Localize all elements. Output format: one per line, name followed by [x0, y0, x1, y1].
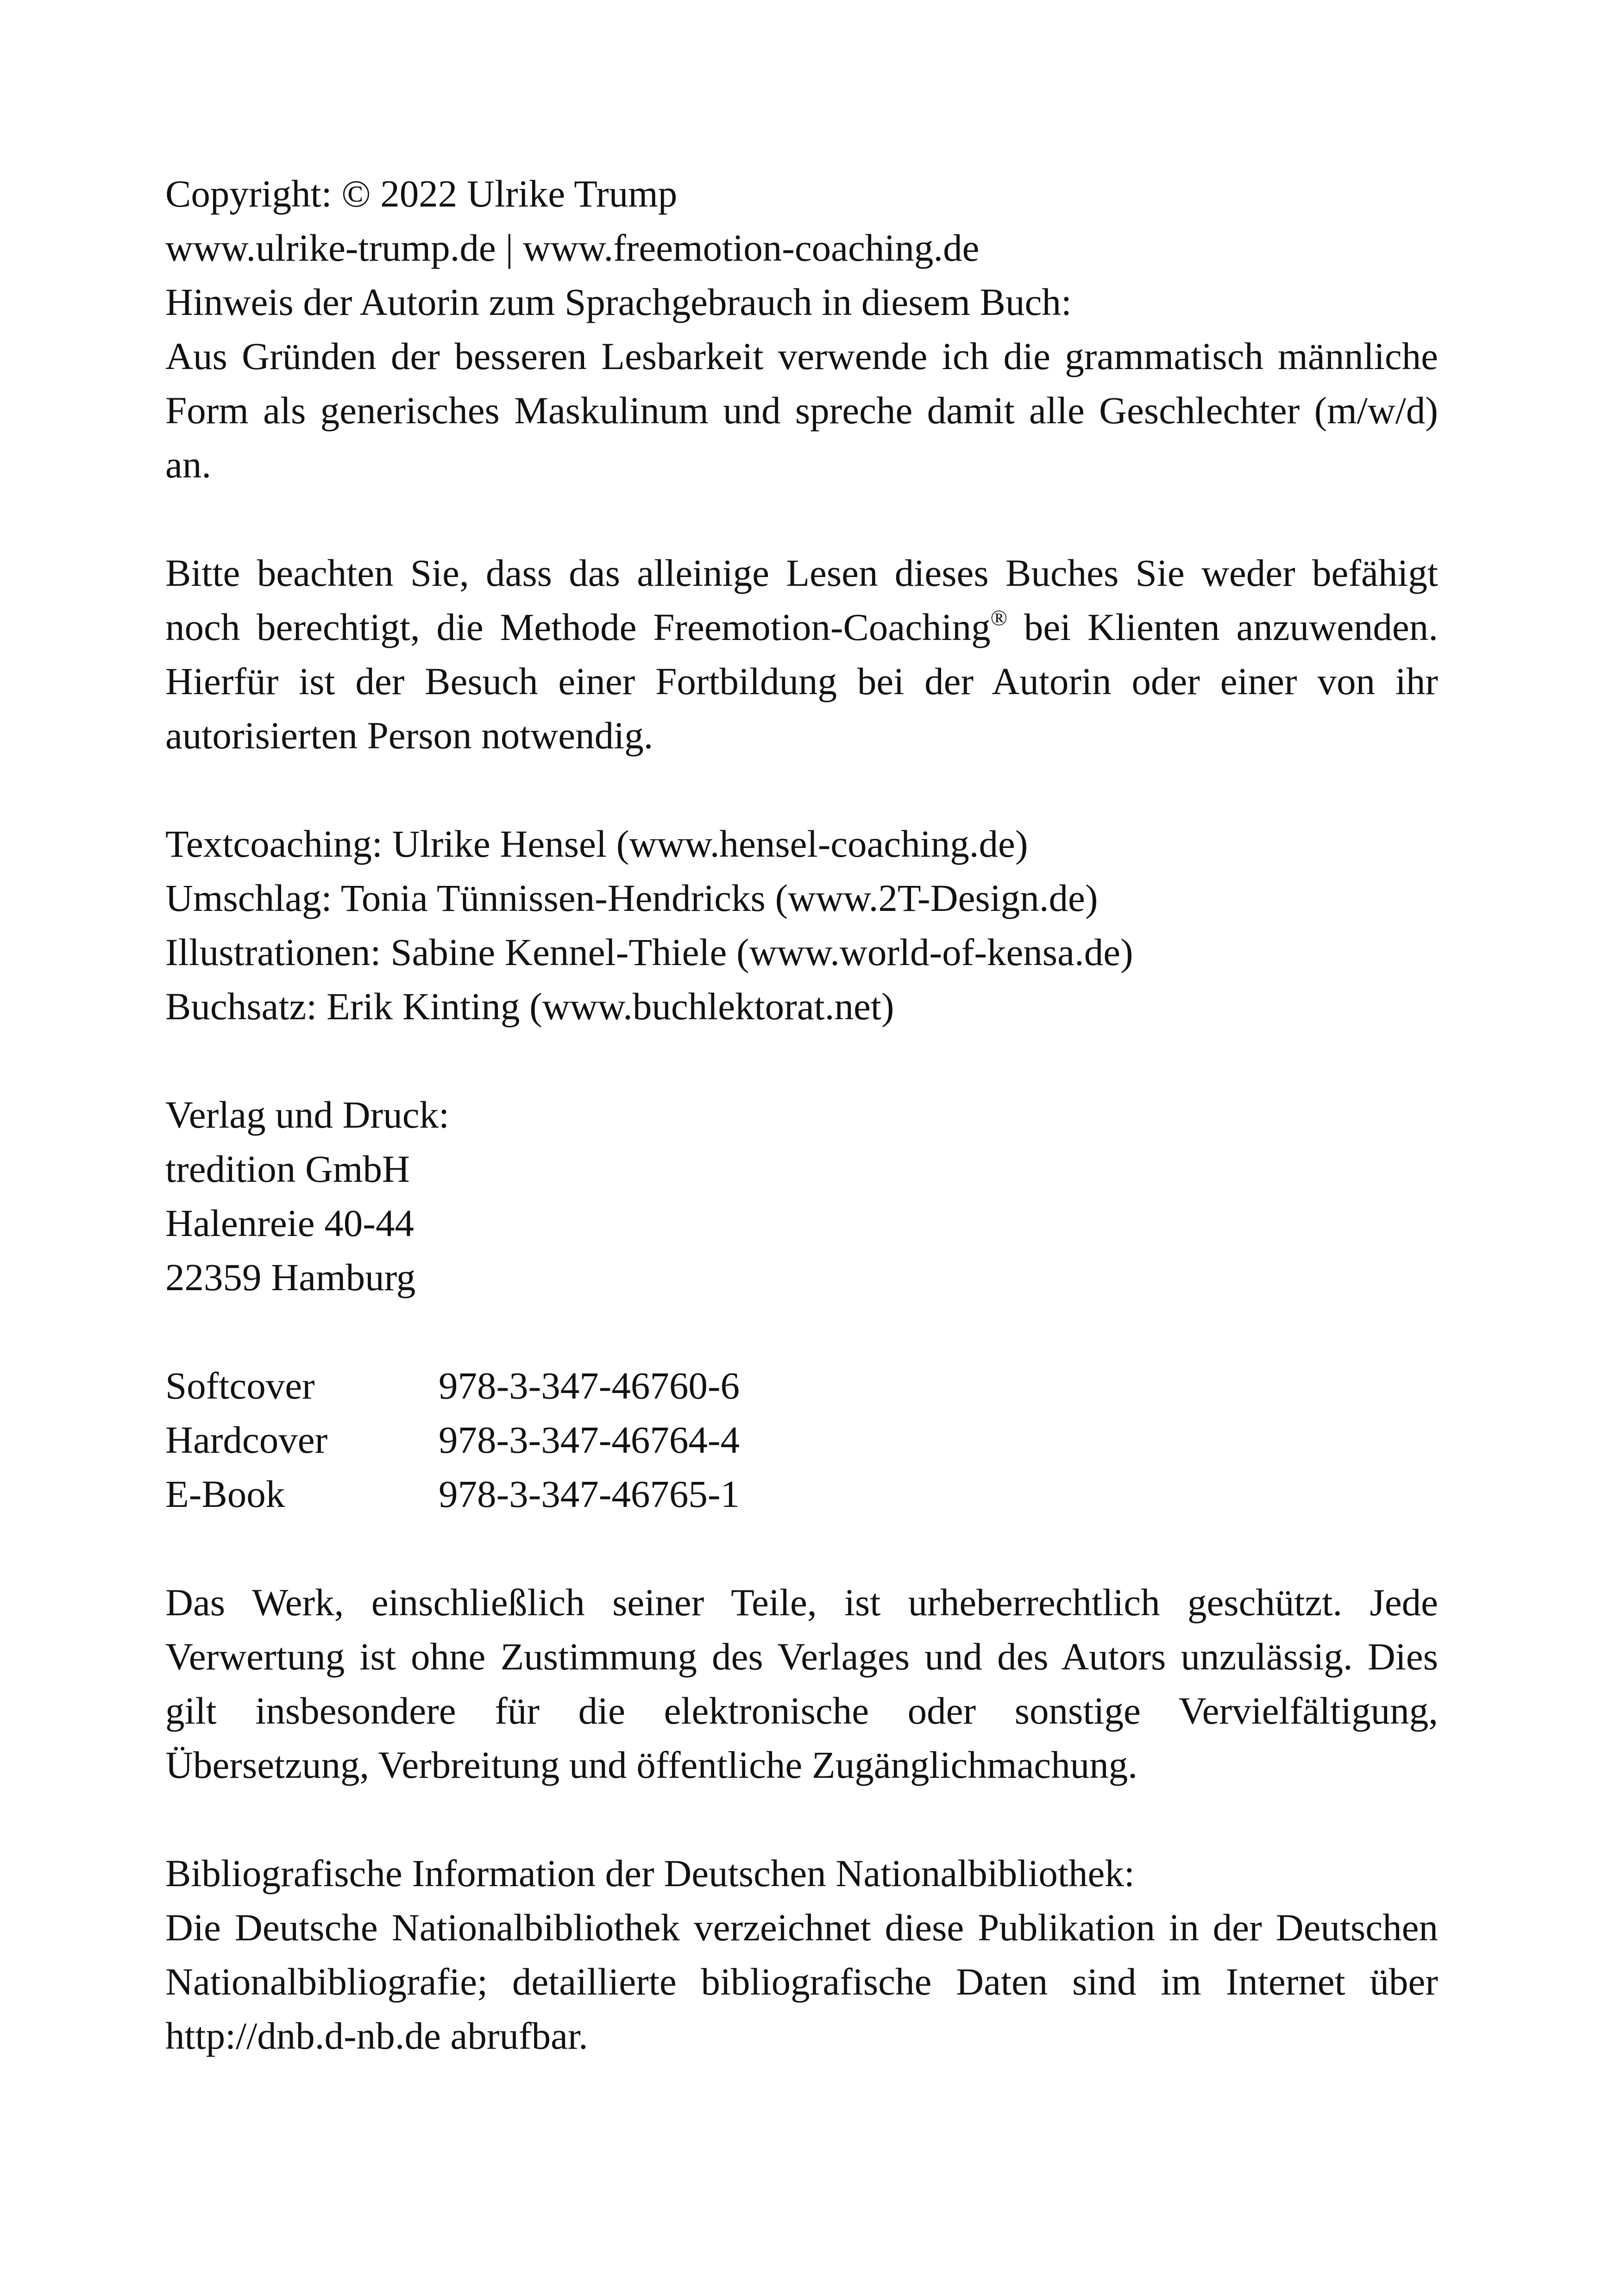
- isbn-format: E-Book: [165, 1473, 285, 1515]
- language-note-text: Aus Gründen der besseren Lesbarkeit verwende ich die grammatisch männliche Form als generisches Maskulinum und spreche damit alle Geschlechter (m/w/d) an.: [165, 335, 1438, 486]
- isbn-number: 978-3-347-46765-1: [439, 1473, 740, 1515]
- publisher-city: 22359 Hamburg: [165, 1256, 416, 1299]
- publisher-heading: Verlag und Druck:: [165, 1093, 450, 1136]
- publisher-name: tredition GmbH: [165, 1148, 410, 1190]
- bibliography-heading: Bibliografische Information der Deutschen Nationalbibliothek:: [165, 1852, 1135, 1895]
- registered-mark: ®: [990, 606, 1008, 630]
- credit-textcoaching: Textcoaching: Ulrike Hensel (www.hensel-coaching.de): [165, 822, 1028, 865]
- credit-illustrations: Illustrationen: Sabine Kennel-Thiele (www.world-of-kensa.de): [165, 931, 1133, 973]
- isbn-row-softcover: [165, 1359, 1438, 1413]
- isbn-row-hardcover: [165, 1413, 1438, 1467]
- website-links: www.ulrike-trump.de | www.freemotion-coaching.de: [165, 226, 980, 269]
- isbn-format: Softcover: [165, 1364, 315, 1407]
- isbn-format: Hardcover: [165, 1418, 328, 1461]
- method-notice-part2: bei Klienten anzuwenden. Hierfür ist der Besuch einer Fortbildung bei der Autorin oder einer von ihr autorisierten Person notwendig.: [165, 606, 1439, 757]
- publisher-street: Halenreie 40-44: [165, 1202, 414, 1244]
- credit-typesetting: Buchsatz: Erik Kinting (www.buchlektorat.net): [165, 985, 894, 1028]
- copyright-rights-text: Das Werk, einschließlich seiner Teile, ist urheberrechtlich geschützt. Jede Verwertung ist ohne Zustimmung des Verlages und des Autors unzulässig. Dies gilt insbesondere für die elektronische oder sonstige Vervielfältigung, Übersetzung, Verbreitung und öffentliche Zugänglichmachung.: [165, 1581, 1438, 1786]
- imprint-page: [165, 167, 1438, 2063]
- credit-cover: Umschlag: Tonia Tünnissen-Hendricks (www.2T-Design.de): [165, 877, 1098, 919]
- copyright-line: Copyright: © 2022 Ulrike Trump: [165, 172, 678, 215]
- bibliography-text: Die Deutsche Nationalbibliothek verzeichnet diese Publikation in der Deutschen Nationalbibliografie; detaillierte bibliografische Daten sind im Internet über http://dnb.d-nb.de abrufbar.: [165, 1906, 1438, 2057]
- method-notice: [165, 546, 1438, 763]
- isbn-number: 978-3-347-46764-4: [439, 1418, 740, 1461]
- isbn-row-ebook: [165, 1467, 1438, 1521]
- method-notice-part1: Bitte beachten Sie, dass das alleinige Lesen dieses Buches Sie weder befähigt noch berechtigt, die Methode Freemotion-Coaching: [165, 552, 1438, 648]
- isbn-number: 978-3-347-46760-6: [439, 1364, 740, 1407]
- language-note-title: Hinweis der Autorin zum Sprachgebrauch in diesem Buch:: [165, 281, 1072, 323]
